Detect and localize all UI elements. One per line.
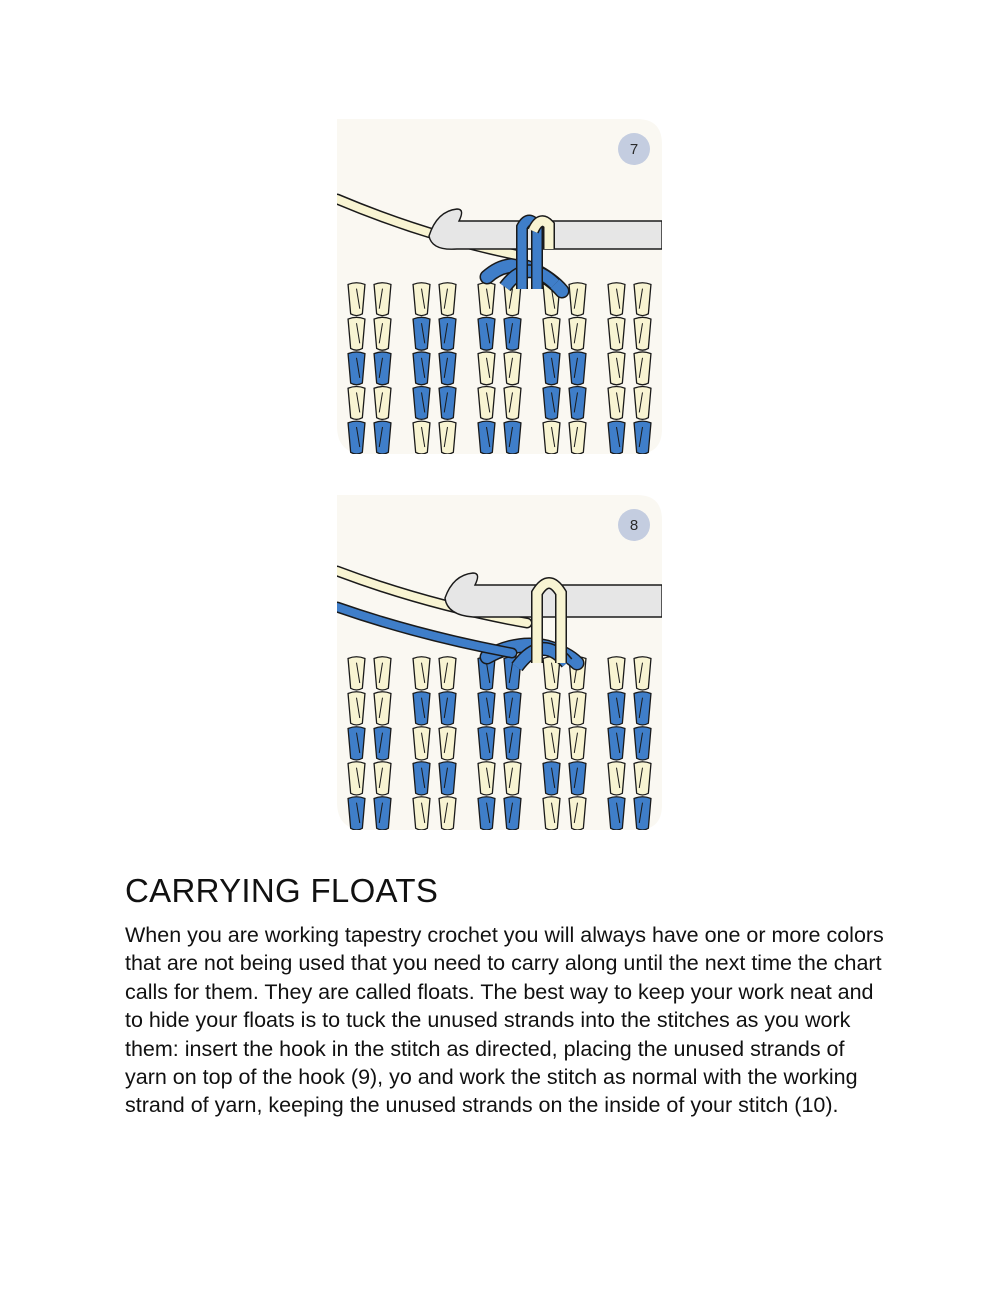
stitch (374, 387, 391, 420)
stitch (543, 692, 560, 725)
stitch (608, 797, 625, 830)
stitch (348, 692, 365, 725)
stitch (374, 727, 391, 760)
section-title: CARRYING FLOATS (125, 872, 439, 909)
stitch (348, 317, 365, 350)
stitch (413, 727, 430, 760)
stitch (569, 797, 586, 830)
stitch (634, 317, 651, 350)
stitch (608, 317, 625, 350)
stitch (348, 762, 365, 795)
stitch (439, 727, 456, 760)
step-8-illustration (337, 495, 662, 830)
stitch (569, 317, 586, 350)
stitch (478, 352, 495, 385)
stitch (348, 421, 365, 454)
stitch (608, 387, 625, 420)
stitch (608, 421, 625, 454)
stitch (439, 797, 456, 830)
stitch (439, 317, 456, 350)
stitch (569, 352, 586, 385)
step-7-illustration (337, 119, 662, 454)
stitch (634, 421, 651, 454)
stitch (374, 352, 391, 385)
stitch (569, 762, 586, 795)
stitch (439, 283, 456, 316)
stitch (543, 762, 560, 795)
stitch (413, 421, 430, 454)
stitch (504, 762, 521, 795)
stitch (478, 317, 495, 350)
stitch (608, 727, 625, 760)
stitch (543, 352, 560, 385)
stitch (348, 657, 365, 690)
stitch (608, 352, 625, 385)
stitch (439, 692, 456, 725)
stitch (504, 727, 521, 760)
stitch (348, 283, 365, 316)
stitch (504, 387, 521, 420)
stitch (478, 283, 495, 316)
stitch (413, 762, 430, 795)
stitch (348, 387, 365, 420)
stitch (439, 387, 456, 420)
stitch (439, 421, 456, 454)
stitch (348, 727, 365, 760)
stitch (374, 421, 391, 454)
stitch (413, 797, 430, 830)
stitch (413, 283, 430, 316)
stitch (543, 797, 560, 830)
stitch (543, 317, 560, 350)
stitch (413, 317, 430, 350)
step-number-badge: 8 (618, 509, 650, 541)
stitch (374, 692, 391, 725)
stitch (439, 657, 456, 690)
stitch (374, 317, 391, 350)
stitch (608, 692, 625, 725)
stitch (374, 762, 391, 795)
stitch (608, 283, 625, 316)
stitch (478, 797, 495, 830)
stitch (478, 727, 495, 760)
stitch (634, 797, 651, 830)
stitch (413, 692, 430, 725)
stitch (439, 762, 456, 795)
stitch (478, 762, 495, 795)
stitch (348, 797, 365, 830)
stitch (569, 283, 586, 316)
step-number-badge: 7 (618, 133, 650, 165)
stitch (374, 657, 391, 690)
crochet-illustration-8 (337, 495, 662, 830)
stitch (413, 387, 430, 420)
stitch (504, 797, 521, 830)
stitch (413, 657, 430, 690)
stitch (569, 692, 586, 725)
stitch (504, 352, 521, 385)
stitch (543, 727, 560, 760)
stitch (413, 352, 430, 385)
stitch (439, 352, 456, 385)
stitch (543, 387, 560, 420)
stitch (478, 387, 495, 420)
stitch (478, 692, 495, 725)
stitch (569, 387, 586, 420)
stitch (569, 421, 586, 454)
stitch (374, 283, 391, 316)
stitch (634, 352, 651, 385)
stitch (634, 762, 651, 795)
stitch (504, 317, 521, 350)
stitch (504, 692, 521, 725)
stitch (569, 727, 586, 760)
stitch (543, 421, 560, 454)
stitch (634, 283, 651, 316)
stitch (374, 797, 391, 830)
stitch (504, 421, 521, 454)
stitch (478, 421, 495, 454)
stitch (634, 657, 651, 690)
crochet-illustration-7 (337, 119, 662, 454)
stitch (608, 657, 625, 690)
stitch (634, 387, 651, 420)
stitch (634, 692, 651, 725)
stitch (348, 352, 365, 385)
body-paragraph: When you are working tapestry crochet you will always have one or more colors that are not being used that you need to carry along until the next time the chart calls for them. They are called floats. The best way to keep your work neat and to hide your floats is to tuck the unused strands into the stitches as you work them: insert the hook in the stitch as directed, placing the unused strands of yarn on top of the hook (9), yo and work the stitch as normal with the working strand of yarn, keeping the unused strands on the inside of your stitch (10). (125, 923, 884, 1118)
stitch (608, 762, 625, 795)
stitch (634, 727, 651, 760)
